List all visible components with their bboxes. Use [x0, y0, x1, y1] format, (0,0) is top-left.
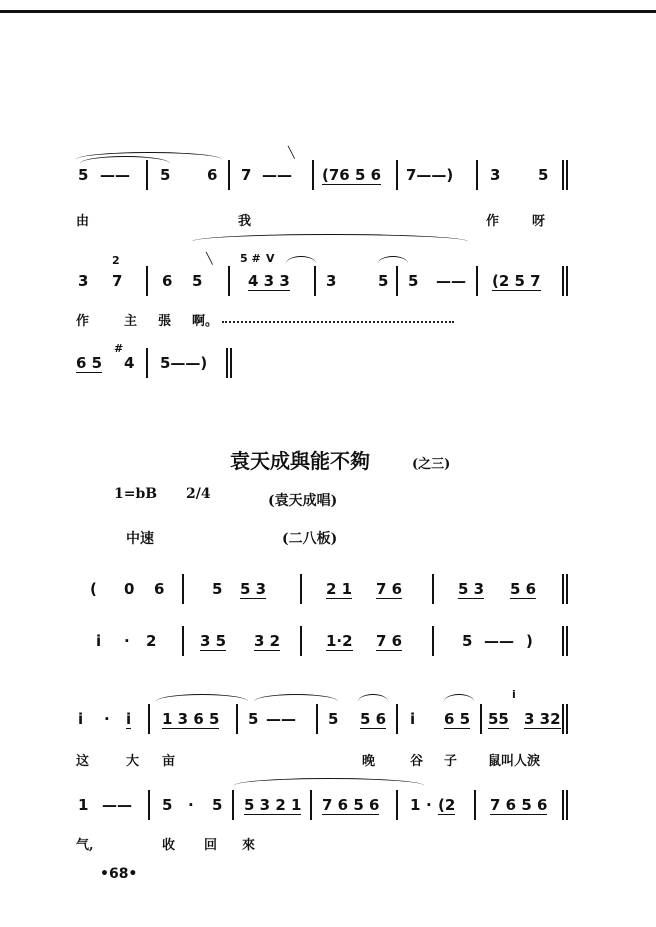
breath-mark: V — [266, 252, 275, 265]
staff-row-7 — [0, 790, 656, 820]
barline — [432, 574, 434, 604]
barline — [146, 160, 148, 190]
double-barline — [562, 266, 568, 296]
slur — [358, 694, 388, 703]
lyric: 晚 — [362, 754, 376, 769]
lyrics-row-7 — [0, 834, 656, 856]
lyric: 这 — [76, 754, 90, 769]
barline — [300, 626, 302, 656]
note: 1 — [78, 796, 89, 814]
dash: —— — [484, 632, 514, 650]
grace-note: 2 — [112, 254, 120, 267]
paren: ( — [90, 580, 97, 598]
barline — [474, 790, 476, 820]
dash: —— — [262, 166, 292, 184]
barline — [300, 574, 302, 604]
note: 0 — [124, 580, 135, 598]
staff-row-1 — [0, 146, 656, 190]
note-group: 4 3 3 — [248, 272, 290, 290]
time-signature: 2/4 — [186, 486, 211, 502]
note-group: 1·2 — [326, 632, 353, 650]
note: 5 — [462, 632, 473, 650]
note: 5 — [162, 796, 173, 814]
double-barline — [562, 574, 568, 604]
barline — [314, 266, 316, 296]
barline — [310, 790, 312, 820]
note: 5 — [78, 166, 89, 184]
double-barline — [562, 704, 568, 734]
note: i — [96, 632, 102, 650]
slur — [378, 256, 408, 265]
lyric: 气, — [76, 838, 94, 853]
note: 7 — [241, 166, 252, 184]
barline — [182, 626, 184, 656]
note: 5 — [160, 166, 171, 184]
staff-row-5 — [0, 626, 656, 656]
note-group: (2 5 7 — [492, 272, 541, 290]
note-group: 3 5 — [200, 632, 227, 650]
note-group: 5 3 — [458, 580, 485, 598]
note-group: 2 1 — [326, 580, 353, 598]
note-group: 1 3 6 5 — [162, 710, 220, 728]
note-group: 6 5 — [76, 354, 103, 372]
lyric: 啊。 — [192, 314, 219, 329]
note-group: 6 5 — [444, 710, 471, 728]
paren: ) — [526, 632, 533, 650]
song-subtitle: (之三) — [412, 457, 451, 472]
lyrics-row-2 — [0, 310, 656, 332]
barline — [228, 266, 230, 296]
banshi-label: (二八板) — [282, 531, 338, 547]
note: 5 — [212, 580, 223, 598]
double-barline — [562, 626, 568, 656]
staff-row-6 — [0, 688, 656, 734]
note-group: 55 — [488, 710, 509, 728]
dot: · — [426, 796, 432, 814]
lyric: 子 — [444, 754, 458, 769]
note-group: 3 32 — [524, 710, 561, 728]
note-group: (2 — [438, 796, 456, 814]
note: 6 — [154, 580, 165, 598]
singer-label: (袁天成唱) — [268, 493, 338, 509]
slur — [286, 256, 316, 265]
lyric: 張 — [158, 314, 172, 329]
lyric: 呀 — [532, 214, 546, 229]
lyric: 回 — [204, 838, 218, 853]
note: 6 — [207, 166, 218, 184]
lyric: 亩 — [162, 754, 176, 769]
note: 3 — [490, 166, 501, 184]
dash: —— — [100, 166, 130, 184]
barline — [236, 704, 238, 734]
lyric: 來 — [242, 838, 256, 853]
note: 7 — [112, 272, 123, 290]
barline — [396, 160, 398, 190]
slide-mark: ╲ — [288, 146, 295, 159]
barline — [148, 790, 150, 820]
double-barline — [562, 790, 568, 820]
lyric: 鼠叫人淚 — [488, 754, 541, 769]
note: 3 — [78, 272, 89, 290]
note: 5 — [408, 272, 419, 290]
double-barline — [562, 160, 568, 190]
slur — [156, 694, 248, 703]
staff-row-4 — [0, 574, 656, 604]
key-signature: 1=bB — [114, 486, 158, 502]
note-group: 5——) — [160, 354, 208, 372]
grace-note: i — [512, 688, 516, 701]
lyric: 主 — [124, 314, 138, 329]
barline — [476, 266, 478, 296]
barline — [148, 704, 150, 734]
note-group: 5 6 — [510, 580, 537, 598]
staff-row-2 — [0, 252, 656, 296]
lyrics-row-1 — [0, 210, 656, 232]
note-group: 7 6 5 6 — [322, 796, 380, 814]
lyric: 我 — [238, 214, 252, 229]
barline — [146, 348, 148, 378]
note: 5 — [248, 710, 259, 728]
note: 3 — [326, 272, 337, 290]
note-group: 5 3 — [240, 580, 267, 598]
note: 5 — [192, 272, 203, 290]
barline — [396, 704, 398, 734]
note: 5 — [328, 710, 339, 728]
barline — [476, 160, 478, 190]
staff-row-3 — [0, 342, 656, 378]
note-group: (76 5 6 — [322, 166, 382, 184]
sharp-sign: # — [114, 342, 124, 355]
page-number: •68• — [100, 866, 138, 882]
slur — [254, 694, 338, 703]
note: 6 — [162, 272, 173, 290]
tempo-label: 中速 — [126, 531, 154, 547]
note-group: 7 6 — [376, 580, 403, 598]
barline — [228, 160, 230, 190]
slur — [444, 694, 474, 703]
barline — [312, 160, 314, 190]
note-group: 5 6 — [360, 710, 387, 728]
note-group: 7 6 5 6 — [490, 796, 548, 814]
note: i — [126, 710, 132, 728]
slur — [80, 156, 170, 165]
song-title: 袁天成與能不夠 — [230, 449, 370, 473]
note-group: 7——) — [406, 166, 454, 184]
dash: —— — [436, 272, 466, 290]
note: i — [78, 710, 84, 728]
slur — [234, 778, 424, 787]
slur — [192, 234, 468, 243]
lyric: 作 — [486, 214, 500, 229]
lyric: 由 — [76, 214, 90, 229]
note: 2 — [146, 632, 157, 650]
grace-note: 5 # — [240, 252, 261, 265]
dash: —— — [102, 796, 132, 814]
lyric: 作 — [76, 314, 90, 329]
note: 1 — [410, 796, 421, 814]
barline — [396, 266, 398, 296]
top-rule — [0, 10, 656, 13]
note-group: 5 3 2 1 — [244, 796, 302, 814]
note-group: 3 2 — [254, 632, 281, 650]
barline — [396, 790, 398, 820]
barline — [480, 704, 482, 734]
dash: —— — [266, 710, 296, 728]
final-barline — [226, 348, 232, 378]
dot: · — [104, 710, 110, 728]
note-group: 7 6 — [376, 632, 403, 650]
lyric: 收 — [162, 838, 176, 853]
dot: · — [188, 796, 194, 814]
note: 5 — [378, 272, 389, 290]
note: 5 — [538, 166, 549, 184]
note: 5 — [212, 796, 223, 814]
barline — [432, 626, 434, 656]
lyrics-row-6 — [0, 750, 656, 772]
note: 4 — [124, 354, 135, 372]
dotted-line — [222, 321, 454, 323]
lyric: 大 — [126, 754, 140, 769]
barline — [182, 574, 184, 604]
barline — [146, 266, 148, 296]
barline — [316, 704, 318, 734]
barline — [232, 790, 234, 820]
note: i — [410, 710, 416, 728]
dot: · — [124, 632, 130, 650]
lyric: 谷 — [410, 754, 424, 769]
slide-mark: ╲ — [206, 252, 213, 265]
